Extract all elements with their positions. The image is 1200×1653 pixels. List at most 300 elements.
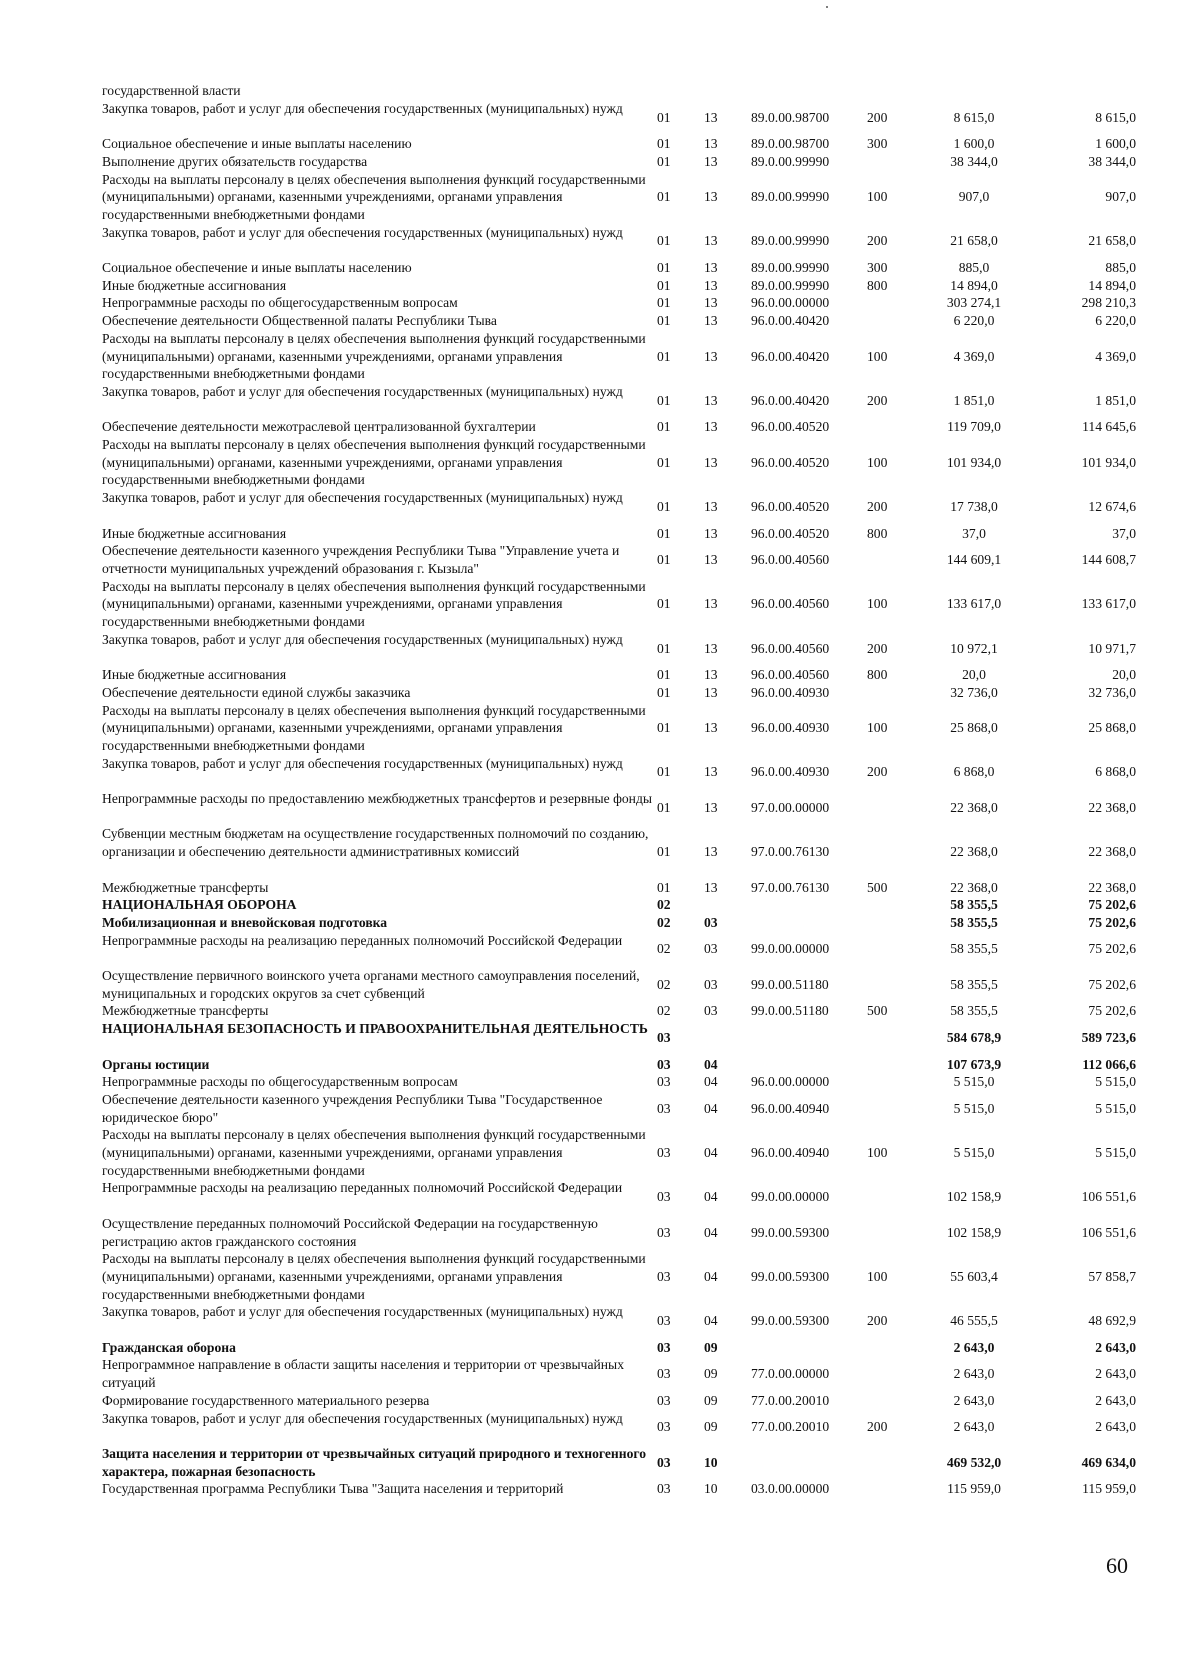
row-name: НАЦИОНАЛЬНАЯ ОБОРОНА	[102, 897, 297, 913]
row-section: 03	[657, 1100, 671, 1116]
row-amount-1: 58 355,5	[950, 976, 998, 992]
table-row	[102, 879, 1136, 897]
table-row	[102, 896, 1136, 914]
table-row	[102, 790, 1136, 825]
row-amount-1: 22 368,0	[950, 879, 998, 895]
row-amount-2: 2 643,0	[1095, 1392, 1136, 1408]
row-amount-1: 144 609,1	[946, 552, 1002, 568]
row-subsection: 13	[704, 764, 718, 780]
row-amount-1: 10 972,1	[950, 640, 998, 656]
row-amount-1: 4 369,0	[953, 348, 995, 364]
row-amount-1: 907,0	[958, 189, 990, 205]
row-expense-type	[867, 967, 919, 1002]
row-target-code	[751, 1020, 867, 1055]
row-amount-1: 58 355,5	[950, 1003, 998, 1019]
row-subsection: 13	[704, 720, 718, 736]
row-amount-1: 469 532,0	[946, 1454, 1002, 1470]
row-name: Непрограммное направление в области защиты населения и территории от чрезвычайных ситуаций	[102, 1357, 624, 1391]
row-subsection: 04	[704, 1074, 718, 1090]
row-target-code: 89.0.00.99990	[751, 153, 830, 169]
row-section: 03	[657, 1313, 671, 1329]
row-subsection: 04	[704, 1189, 718, 1205]
row-section: 03	[657, 1392, 671, 1408]
row-section: 01	[657, 667, 671, 683]
row-subsection	[704, 896, 751, 914]
row-amount-1: 2 643,0	[953, 1392, 995, 1408]
row-name: Закупка товаров, работ и услуг для обеспечения государственных (муниципальных) нужд	[102, 490, 623, 506]
row-subsection: 13	[704, 109, 718, 125]
row-name: Осуществление переданных полномочий Российской Федерации на государственную регистрацию актов гражданского состояния	[102, 1215, 598, 1249]
row-name: Иные бюджетные ассигнования	[102, 525, 287, 541]
row-subsection: 04	[704, 1056, 718, 1072]
row-amount-2: 885,0	[1105, 260, 1136, 275]
row-name: Расходы на выплаты персоналу в целях обеспечения выполнения функций государственными (муниципальными) органами, казенными учреждениями, органами управления государственными внебюджетными фондами	[102, 1251, 646, 1302]
row-subsection: 09	[704, 1339, 718, 1355]
row-amount-1: 885,0	[958, 260, 990, 275]
row-subsection: 13	[704, 392, 718, 408]
table-row	[102, 259, 1136, 277]
table-row	[102, 666, 1136, 684]
row-section: 01	[657, 313, 671, 329]
row-amount-2: 25 868,0	[1088, 720, 1136, 736]
table-row	[102, 1480, 1136, 1498]
row-target-code: 99.0.00.59300	[751, 1313, 830, 1329]
table-row	[102, 525, 1136, 543]
table-row	[102, 1356, 1136, 1391]
row-amount-2: 112 066,6	[1082, 1056, 1136, 1072]
row-target-code: 96.0.00.40420	[751, 313, 830, 329]
row-expense-type: 500	[867, 879, 888, 895]
row-amount-2: 22 368,0	[1088, 844, 1136, 860]
row-target-code: 96.0.00.40560	[751, 640, 830, 656]
table-row	[102, 932, 1136, 967]
row-name: НАЦИОНАЛЬНАЯ БЕЗОПАСНОСТЬ И ПРАВООХРАНИТЕЛЬНАЯ ДЕЯТЕЛЬНОСТЬ	[102, 1021, 648, 1037]
row-subsection	[704, 1020, 751, 1055]
row-expense-type: 300	[867, 136, 888, 152]
row-name: Расходы на выплаты персоналу в целях обеспечения выполнения функций государственными (муниципальными) органами, казенными учреждениями, органами управления государственными внебюджетными фондами	[102, 702, 646, 753]
table-row	[102, 825, 1136, 878]
row-target-code: 89.0.00.98700	[751, 136, 830, 152]
row-section: 01	[657, 109, 671, 125]
row-amount-2: 21 658,0	[1088, 233, 1136, 249]
table-row	[102, 1073, 1136, 1091]
row-name: Межбюджетные трансферты	[102, 879, 269, 895]
row-amount-2: 75 202,6	[1088, 897, 1136, 913]
row-expense-type: 200	[867, 764, 888, 780]
row-subsection: 13	[704, 552, 718, 568]
row-expense-type: 100	[867, 348, 888, 364]
row-subsection: 09	[704, 1419, 718, 1435]
row-target-code: 96.0.00.40560	[751, 596, 830, 612]
row-subsection	[704, 82, 751, 100]
row-target-code: 89.0.00.99990	[751, 189, 830, 205]
row-expense-type: 300	[867, 260, 888, 275]
table-row	[102, 489, 1136, 524]
table-row	[102, 578, 1136, 631]
row-section: 01	[657, 764, 671, 780]
row-target-code: 97.0.00.76130	[751, 879, 830, 895]
row-amount-2: 14 894,0	[1088, 277, 1136, 293]
row-expense-type	[867, 1392, 919, 1410]
row-target-code: 96.0.00.40420	[751, 392, 830, 408]
row-amount-1: 22 368,0	[950, 799, 998, 815]
table-row	[102, 914, 1136, 932]
row-expense-type: 200	[867, 233, 888, 249]
row-subsection: 09	[704, 1392, 718, 1408]
row-amount-2: 101 934,0	[1081, 454, 1136, 470]
row-name: Формирование государственного материального резерва	[102, 1392, 430, 1408]
row-target-code	[751, 896, 867, 914]
row-subsection: 09	[704, 1366, 718, 1382]
row-subsection: 04	[704, 1313, 718, 1329]
row-amount-1: 584 678,9	[946, 1029, 1002, 1045]
row-section: 01	[657, 640, 671, 656]
table-row	[102, 755, 1136, 790]
row-target-code: 99.0.00.59300	[751, 1268, 830, 1284]
row-section: 03	[657, 1074, 671, 1090]
row-target-code: 89.0.00.99990	[751, 277, 830, 293]
row-amount-1: 6 220,0	[953, 313, 995, 329]
row-name: Обеспечение деятельности межотраслевой централизованной бухгалтерии	[102, 419, 536, 435]
row-amount-2: 4 369,0	[1095, 348, 1136, 364]
row-name: Государственная программа Республики Тыва "Защита населения и территорий	[102, 1481, 564, 1497]
row-section: 01	[657, 136, 671, 152]
row-name: Социальное обеспечение и иные выплаты населению	[102, 260, 412, 275]
row-expense-type	[867, 1056, 919, 1074]
row-subsection: 13	[704, 454, 718, 470]
row-name: Выполнение других обязательств государства	[102, 153, 368, 169]
row-target-code: 77.0.00.20010	[751, 1419, 830, 1435]
row-section: 03	[657, 1189, 671, 1205]
row-name: Органы юстиции	[102, 1056, 210, 1072]
row-subsection: 13	[704, 313, 718, 329]
row-subsection: 13	[704, 498, 718, 514]
row-expense-type	[867, 542, 919, 577]
row-amount-1: 21 658,0	[950, 233, 998, 249]
row-section: 03	[657, 1145, 671, 1161]
row-section: 01	[657, 799, 671, 815]
row-amount-1: 303 274,1	[946, 295, 1002, 311]
row-amount-1: 8 615,0	[953, 109, 995, 125]
row-expense-type: 800	[867, 277, 888, 293]
row-amount-1: 38 344,0	[950, 153, 998, 169]
row-amount-2: 6 220,0	[1095, 313, 1136, 329]
table-row	[102, 1091, 1136, 1126]
row-expense-type	[867, 418, 919, 436]
row-target-code: 77.0.00.00000	[751, 1366, 830, 1382]
row-target-code: 03.0.00.00000	[751, 1481, 830, 1497]
table-row	[102, 1056, 1136, 1074]
table-row	[102, 436, 1136, 489]
row-name: Закупка товаров, работ и услуг для обеспечения государственных (муниципальных) нужд	[102, 100, 623, 116]
row-expense-type	[867, 914, 919, 932]
row-target-code: 96.0.00.40560	[751, 667, 830, 683]
row-amount-2: 114 645,6	[1082, 419, 1136, 435]
row-subsection: 04	[704, 1100, 718, 1116]
table-row	[102, 1250, 1136, 1303]
row-amount-2: 469 634,0	[1081, 1454, 1136, 1470]
row-expense-type: 200	[867, 109, 888, 125]
row-amount-2: 144 608,7	[1081, 552, 1136, 568]
row-expense-type: 100	[867, 1145, 888, 1161]
table-row	[102, 631, 1136, 666]
row-subsection: 13	[704, 525, 718, 541]
row-amount-2: 106 551,6	[1081, 1224, 1136, 1240]
row-target-code: 96.0.00.40930	[751, 764, 830, 780]
row-target-code	[751, 1056, 867, 1074]
row-section: 01	[657, 233, 671, 249]
row-amount-2: 1 600,0	[1095, 136, 1136, 152]
row-section: 01	[657, 684, 671, 700]
row-expense-type	[867, 1020, 919, 1055]
row-subsection: 13	[704, 667, 718, 683]
row-subsection: 13	[704, 844, 718, 860]
row-name: Непрограммные расходы по общегосударственным вопросам	[102, 1074, 458, 1090]
row-amount-2: 5 515,0	[1095, 1145, 1136, 1161]
row-target-code: 96.0.00.40560	[751, 552, 830, 568]
row-expense-type: 200	[867, 392, 888, 408]
row-subsection: 04	[704, 1224, 718, 1240]
row-name: Закупка товаров, работ и услуг для обеспечения государственных (муниципальных) нужд	[102, 224, 623, 240]
scan-artifact-dot	[826, 6, 828, 8]
row-amount-1: 25 868,0	[950, 720, 998, 736]
row-amount-1: 5 515,0	[953, 1145, 995, 1161]
row-target-code: 96.0.00.40930	[751, 684, 830, 700]
row-section: 01	[657, 295, 671, 311]
row-expense-type: 200	[867, 640, 888, 656]
row-amount-1: 58 355,5	[950, 914, 998, 930]
row-section: 03	[657, 1454, 671, 1470]
row-subsection: 03	[704, 976, 718, 992]
row-amount-2: 2 643,0	[1095, 1339, 1136, 1355]
row-amount-2: 37,0	[1112, 525, 1136, 541]
row-name: Непрограммные расходы на реализацию переданных полномочий Российской Федерации	[102, 932, 623, 948]
row-target-code	[751, 1445, 867, 1480]
table-row	[102, 542, 1136, 577]
row-amount-1: 115 959,0	[947, 1481, 1001, 1497]
row-name: Закупка товаров, работ и услуг для обеспечения государственных (муниципальных) нужд	[102, 631, 623, 647]
table-row	[102, 100, 1136, 135]
row-amount-1: 5 515,0	[953, 1100, 995, 1116]
row-amount-2: 106 551,6	[1081, 1189, 1136, 1205]
row-expense-type	[867, 312, 919, 330]
row-amount-2: 115 959,0	[1082, 1481, 1136, 1497]
row-amount-2: 298 210,3	[1081, 295, 1136, 311]
row-target-code: 96.0.00.40520	[751, 454, 830, 470]
row-name: Обеспечение деятельности единой службы заказчика	[102, 684, 411, 700]
row-subsection: 13	[704, 277, 718, 293]
row-section: 01	[657, 419, 671, 435]
row-target-code: 96.0.00.40520	[751, 419, 830, 435]
row-amount-2: 5 515,0	[1095, 1100, 1136, 1116]
row-subsection: 13	[704, 295, 718, 311]
row-subsection: 13	[704, 348, 718, 364]
row-expense-type	[867, 82, 919, 100]
row-amount-1: 119 709,0	[947, 419, 1001, 435]
row-target-code	[751, 1339, 867, 1357]
row-expense-type	[867, 1356, 919, 1391]
row-expense-type	[867, 684, 919, 702]
row-name: Расходы на выплаты персоналу в целях обеспечения выполнения функций государственными (муниципальными) органами, казенными учреждениями, органами управления государственными внебюджетными фондами	[102, 330, 646, 382]
row-name: Закупка товаров, работ и услуг для обеспечения государственных (муниципальных) нужд	[102, 383, 623, 399]
table-row	[102, 224, 1136, 259]
row-subsection: 04	[704, 1268, 718, 1284]
row-amount-2: 75 202,6	[1088, 914, 1136, 930]
table-row	[102, 1392, 1136, 1410]
row-amount-2: 75 202,6	[1088, 976, 1136, 992]
row-target-code	[751, 914, 867, 932]
table-row	[102, 1410, 1136, 1445]
row-name: Непрограммные расходы по предоставлению межбюджетных трансфертов и резервные фонды	[102, 791, 653, 807]
row-section: 02	[657, 914, 671, 930]
row-name: Расходы на выплаты персоналу в целях обеспечения выполнения функций государственными (муниципальными) органами, казенными учреждениями, органами управления государственными внебюджетными фондами	[102, 171, 646, 222]
table-row	[102, 1339, 1136, 1357]
row-amount-1: 2 643,0	[953, 1419, 995, 1435]
row-target-code: 99.0.00.00000	[751, 941, 830, 957]
row-amount-1: 58 355,5	[950, 897, 998, 913]
row-section: 03	[657, 1056, 671, 1072]
row-subsection: 13	[704, 189, 718, 205]
row-expense-type	[867, 1445, 919, 1480]
row-expense-type	[867, 1179, 919, 1214]
row-amount-2: 8 615,0	[1095, 109, 1136, 125]
row-section	[657, 82, 704, 100]
row-section: 01	[657, 454, 671, 470]
row-amount-2: 32 736,0	[1088, 684, 1136, 700]
row-expense-type	[867, 896, 919, 914]
row-expense-type	[867, 1215, 919, 1250]
row-amount-1: 107 673,9	[946, 1056, 1002, 1072]
row-name: Гражданская оборона	[102, 1339, 236, 1355]
row-amount-1: 102 158,9	[946, 1189, 1002, 1205]
row-name: Социальное обеспечение и иные выплаты населению	[102, 136, 412, 152]
row-name: Мобилизационная и вневойсковая подготовка	[102, 914, 388, 930]
row-amount-1: 1 600,0	[953, 136, 995, 152]
row-target-code: 77.0.00.20010	[751, 1392, 830, 1408]
row-section: 01	[657, 277, 671, 293]
row-subsection: 13	[704, 684, 718, 700]
row-subsection: 03	[704, 1003, 718, 1019]
row-section: 03	[657, 1339, 671, 1355]
row-amount-1: 20,0	[962, 667, 986, 683]
row-amount-2: 5 515,0	[1095, 1074, 1136, 1090]
row-expense-type	[867, 932, 919, 967]
row-amount-2: 1 851,0	[1095, 392, 1136, 408]
row-name: Обеспечение деятельности казенного учреждения Республики Тыва "Управление учета и отчетности муниципальных учреждений образования г. Кызыла"	[102, 543, 620, 576]
row-expense-type	[867, 790, 919, 825]
table-row	[102, 82, 1136, 100]
row-section: 01	[657, 153, 671, 169]
table-row	[102, 418, 1136, 436]
page-number: 60	[1106, 1553, 1128, 1578]
row-name: Закупка товаров, работ и услуг для обеспечения государственных (муниципальных) нужд	[102, 1304, 623, 1320]
row-subsection: 04	[704, 1145, 718, 1161]
table-row	[102, 294, 1136, 312]
row-expense-type: 100	[867, 454, 888, 470]
row-subsection: 13	[704, 153, 718, 169]
row-amount-1: 5 515,0	[953, 1074, 995, 1090]
row-expense-type: 100	[867, 720, 888, 736]
table-row	[102, 1002, 1136, 1020]
table-row	[102, 330, 1136, 383]
row-amount-2: 589 723,6	[1081, 1029, 1136, 1045]
row-name: Расходы на выплаты персоналу в целях обеспечения выполнения функций государственными (муниципальными) органами, казенными учреждениями, органами управления государственными внебюджетными фондами	[102, 437, 646, 488]
row-target-code: 97.0.00.76130	[751, 844, 830, 860]
table-row	[102, 1445, 1136, 1480]
row-amount-1	[919, 82, 1029, 100]
row-section: 01	[657, 260, 671, 275]
row-expense-type	[867, 1480, 919, 1498]
row-target-code: 96.0.00.00000	[751, 295, 830, 311]
row-amount-2: 2 643,0	[1095, 1419, 1136, 1435]
row-name: Субвенции местным бюджетам на осуществление государственных полномочий по созданию, организации и обеспечению деятельности административных комиссий	[102, 826, 649, 860]
row-section: 01	[657, 844, 671, 860]
row-subsection: 13	[704, 879, 718, 895]
table-row	[102, 967, 1136, 1002]
table-row	[102, 1126, 1136, 1179]
row-target-code: 96.0.00.40930	[751, 720, 830, 736]
row-target-code: 96.0.00.40520	[751, 525, 830, 541]
row-amount-2: 38 344,0	[1088, 153, 1136, 169]
row-subsection: 13	[704, 596, 718, 612]
row-section: 03	[657, 1419, 671, 1435]
row-amount-2: 2 643,0	[1095, 1366, 1136, 1382]
row-amount-2: 22 368,0	[1088, 799, 1136, 815]
row-section: 02	[657, 1003, 671, 1019]
row-name: Непрограммные расходы на реализацию переданных полномочий Российской Федерации	[102, 1180, 623, 1196]
row-section: 02	[657, 897, 671, 913]
row-expense-type: 100	[867, 596, 888, 612]
table-row	[102, 171, 1136, 224]
table-row	[102, 1020, 1136, 1055]
row-expense-type: 100	[867, 1268, 888, 1284]
row-target-code: 97.0.00.00000	[751, 799, 830, 815]
row-section: 03	[657, 1481, 671, 1497]
row-amount-1: 55 603,4	[950, 1268, 998, 1284]
row-expense-type: 200	[867, 1313, 888, 1329]
row-name: Расходы на выплаты персоналу в целях обеспечения выполнения функций государственными (муниципальными) органами, казенными учреждениями, органами управления государственными внебюджетными фондами	[102, 578, 646, 630]
table-row	[102, 702, 1136, 755]
row-amount-2: 75 202,6	[1088, 941, 1136, 957]
row-name: Иные бюджетные ассигнования	[102, 667, 287, 683]
row-name: Расходы на выплаты персоналу в целях обеспечения выполнения функций государственными (муниципальными) органами, казенными учреждениями, органами управления государственными внебюджетными фондами	[102, 1127, 646, 1178]
row-target-code: 96.0.00.40940	[751, 1145, 830, 1161]
row-subsection: 13	[704, 799, 718, 815]
row-subsection: 13	[704, 260, 718, 275]
row-expense-type	[867, 825, 919, 878]
row-section: 03	[657, 1268, 671, 1284]
row-section: 01	[657, 392, 671, 408]
row-expense-type: 800	[867, 667, 888, 683]
row-name: Обеспечение деятельности Общественной палаты Республики Тыва	[102, 313, 497, 329]
row-target-code: 89.0.00.98700	[751, 109, 830, 125]
row-target-code: 96.0.00.40420	[751, 348, 830, 364]
row-amount-2: 6 868,0	[1095, 764, 1136, 780]
row-section: 01	[657, 552, 671, 568]
row-name: Защита населения и территории от чрезвычайных ситуаций природного и техногенного характера, пожарная безопасность	[102, 1445, 646, 1479]
row-expense-type	[867, 1339, 919, 1357]
row-subsection: 13	[704, 233, 718, 249]
row-name: Межбюджетные трансферты	[102, 1003, 269, 1019]
table-row	[102, 1215, 1136, 1250]
row-subsection: 13	[704, 419, 718, 435]
row-section: 02	[657, 941, 671, 957]
row-name: государственной власти	[102, 83, 241, 98]
row-target-code: 99.0.00.59300	[751, 1224, 830, 1240]
row-section: 01	[657, 879, 671, 895]
row-section: 01	[657, 596, 671, 612]
row-amount-1: 46 555,5	[950, 1313, 998, 1329]
